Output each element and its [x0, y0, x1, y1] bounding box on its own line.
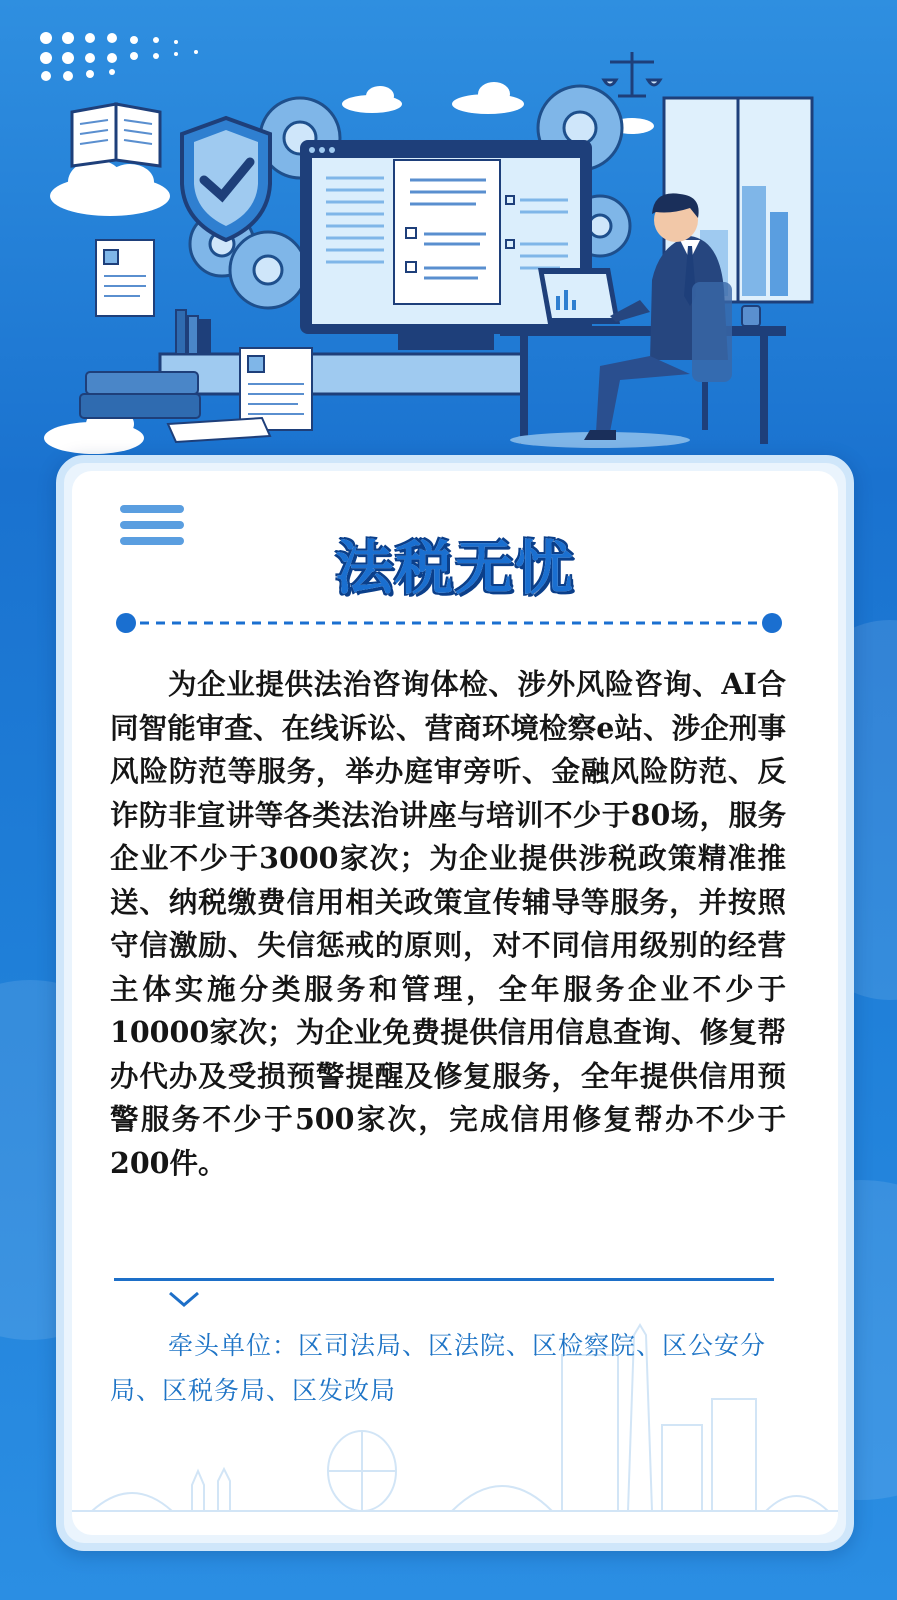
book-icon	[72, 104, 160, 166]
cup-icon	[742, 306, 760, 326]
scales-icon	[604, 52, 660, 96]
dots-decoration	[40, 32, 198, 81]
shield-check-icon	[182, 118, 270, 240]
laptop-icon	[538, 268, 620, 324]
document-icon	[96, 240, 154, 316]
office-illustration	[0, 0, 897, 470]
page-title: 法税无忧	[334, 534, 575, 602]
desk	[500, 326, 786, 336]
lead-units: 牵头单位：区司法局、区法院、区检察院、区公安分局、区税务局、区发改局	[110, 1331, 767, 1405]
content-card	[56, 455, 854, 1551]
service-description: 为企业提供法治咨询体检、涉外风险咨询、AI合同智能审查、在线诉讼、营商环境检察e站、涉企刑事风险防范等服务，举办庭审旁听、金融风险防范、反诈防非宣讲等各类法治讲座与培训不少于80场，服务企业不少于3000家次；为企业提供涉税政策精准推送、纳税缴费信用相关政策宣传辅导等服务，并按照守信激励、失信惩戒的原则，对不同信用级别的经营主体实施分类服务和管理，全年服务企业不少于10000家次；为企业免费提供信用信息查询、修复帮办代办及受损预警提醒及修复服务，全年提供信用预警服务不少于500家次，完成信用修复帮办不少于200件。	[110, 667, 786, 1180]
dotted-divider	[114, 611, 784, 635]
city-skyline	[72, 1275, 838, 1535]
cabinet	[160, 354, 524, 394]
